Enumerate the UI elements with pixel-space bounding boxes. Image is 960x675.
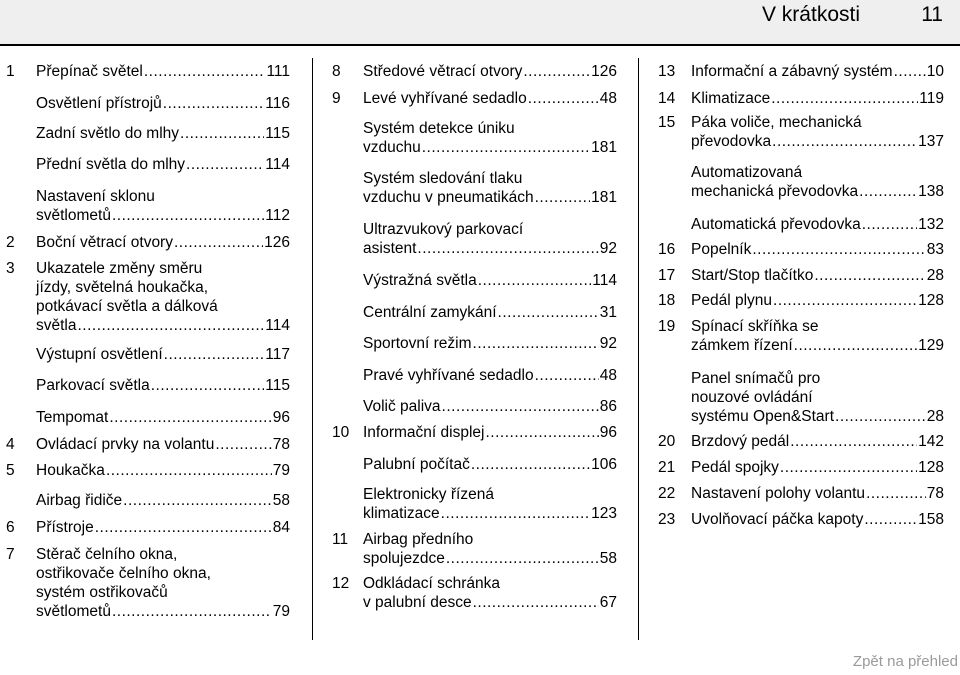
- dot-leader: [780, 458, 917, 477]
- entry-number: 9: [332, 90, 341, 107]
- entry-label: Ukazatele změny směru: [36, 260, 203, 277]
- entry-label: Parkovací světla: [36, 377, 150, 394]
- page-reference[interactable]: 10: [926, 63, 944, 80]
- dot-leader: [535, 188, 591, 207]
- entry-number: 16: [658, 241, 676, 258]
- entry-label: Výstupní osvětlení: [36, 346, 163, 363]
- page-reference[interactable]: 119: [919, 90, 944, 107]
- entry-label: Houkačka: [36, 462, 105, 479]
- page-reference[interactable]: 126: [264, 234, 290, 251]
- entry-label: Informační a zábavný systém: [691, 63, 893, 80]
- column-divider-2: [638, 58, 639, 640]
- dot-leader: [186, 155, 264, 174]
- page-reference[interactable]: 158: [918, 511, 944, 528]
- entry-number: 11: [332, 531, 349, 548]
- dot-leader: [523, 62, 590, 81]
- dot-leader: [528, 89, 599, 108]
- dot-leader: [180, 124, 264, 143]
- dot-leader: [478, 271, 592, 290]
- dot-leader: [144, 62, 266, 81]
- page-reference[interactable]: 128: [918, 292, 944, 309]
- entry-label: Boční větrací otvory: [36, 234, 173, 251]
- page-reference[interactable]: 115: [265, 125, 290, 142]
- dot-leader: [864, 510, 917, 529]
- page-reference[interactable]: 92: [599, 335, 617, 352]
- dot-leader: [95, 518, 272, 537]
- dot-leader: [109, 408, 271, 427]
- entry-label: vzduchu: [363, 139, 421, 156]
- dot-leader: [752, 240, 925, 259]
- entry-label: Volič paliva: [363, 398, 441, 415]
- entry-label: Automatická převodovka: [691, 216, 861, 233]
- dot-leader: [790, 432, 917, 451]
- entry-label: Airbag předního: [363, 531, 474, 548]
- entry-label: Spínací skříňka se: [691, 318, 819, 335]
- entry-number: 14: [658, 90, 676, 107]
- page-reference[interactable]: 48: [599, 367, 617, 384]
- page-reference[interactable]: 28: [926, 267, 944, 284]
- dot-leader: [106, 461, 272, 480]
- page-reference[interactable]: 117: [265, 346, 290, 363]
- entry-number: 6: [6, 519, 15, 536]
- entry-label: Stěrač čelního okna,: [36, 546, 178, 563]
- entry-label: Pedál plynu: [691, 292, 773, 309]
- page-reference[interactable]: 78: [926, 485, 944, 502]
- entry-number: 19: [658, 318, 676, 335]
- page-reference[interactable]: 111: [266, 63, 290, 80]
- dot-leader: [151, 376, 265, 395]
- entry-number: 3: [6, 260, 15, 277]
- entry-number: 21: [658, 459, 676, 476]
- entry-number: 1: [6, 63, 15, 80]
- entry-label: jízdy, světelná houkačka,: [36, 279, 209, 296]
- entry-number: 13: [658, 63, 676, 80]
- dot-leader: [112, 602, 272, 621]
- entry-label: Panel snímačů pro: [691, 370, 821, 387]
- entry-label: Páka voliče, mechanická: [691, 114, 862, 131]
- dot-leader: [442, 397, 599, 416]
- dot-leader: [773, 291, 917, 310]
- dot-leader: [471, 455, 590, 474]
- entry-label: vzduchu v pneumatikách: [363, 189, 534, 206]
- entry-number: 23: [658, 511, 676, 528]
- entry-label: Pedál spojky: [691, 459, 779, 476]
- entry-label: Palubní počítač: [363, 456, 470, 473]
- dot-leader: [163, 94, 265, 113]
- dot-leader: [498, 303, 599, 322]
- page-reference[interactable]: 28: [926, 408, 944, 425]
- entry-label: Výstražná světla: [363, 272, 477, 289]
- dot-leader: [485, 423, 598, 442]
- page-reference[interactable]: 181: [591, 189, 617, 206]
- entry-label: Odkládací schránka: [363, 575, 500, 592]
- entry-label: světla: [36, 317, 77, 334]
- dot-leader: [441, 504, 590, 523]
- entry-number: 18: [658, 292, 676, 309]
- column-3: [658, 0, 944, 675]
- entry-label: Ovládací prvky na volantu: [36, 436, 215, 453]
- dot-leader: [164, 345, 265, 364]
- entry-number: 12: [332, 575, 350, 592]
- entry-label: Airbag řidiče: [36, 492, 123, 509]
- section-title: V krátkosti: [761, 3, 860, 26]
- entry-label: Středové větrací otvory: [363, 63, 523, 80]
- entry-number: 4: [6, 436, 15, 453]
- entry-label: ostřikovače čelního okna,: [36, 565, 211, 582]
- dot-leader: [835, 407, 926, 426]
- page-reference[interactable]: 123: [591, 505, 617, 522]
- page-reference[interactable]: 48: [599, 90, 617, 107]
- page-reference[interactable]: 79: [272, 603, 290, 620]
- page-reference[interactable]: 126: [591, 63, 617, 80]
- entry-label: asistent: [363, 240, 417, 257]
- back-to-overview-link[interactable]: Zpět na přehled: [852, 653, 958, 670]
- dot-leader: [862, 215, 917, 234]
- entry-number: 20: [658, 433, 676, 450]
- entry-number: 8: [332, 63, 341, 80]
- page-reference[interactable]: 115: [265, 377, 290, 394]
- entry-number: 22: [658, 485, 676, 502]
- page-reference[interactable]: 106: [591, 456, 617, 473]
- page-reference[interactable]: 86: [599, 398, 617, 415]
- entry-label: Centrální zamykání: [363, 304, 497, 321]
- entry-label: Přední světla do mlhy: [36, 156, 186, 173]
- entry-number: 10: [332, 424, 350, 441]
- dot-leader: [473, 334, 599, 353]
- entry-label: Systém detekce úniku: [363, 120, 515, 137]
- dot-leader: [772, 132, 917, 151]
- entry-label: světlometů: [36, 603, 111, 620]
- column-divider-1: [312, 58, 313, 640]
- entry-label: Přístroje: [36, 519, 94, 536]
- column-2: [332, 0, 617, 675]
- column-1: [6, 0, 290, 675]
- page-reference[interactable]: 128: [918, 459, 944, 476]
- entry-label: Elektronicky řízená: [363, 486, 494, 503]
- entry-label: Popelník: [691, 241, 752, 258]
- entry-label: spolujezdce: [363, 550, 445, 567]
- page-reference[interactable]: 31: [599, 304, 617, 321]
- dot-leader: [535, 366, 599, 385]
- entry-label: Přepínač světel: [36, 63, 143, 80]
- entry-label: světlometů: [36, 207, 111, 224]
- page-reference[interactable]: 84: [272, 519, 290, 536]
- dot-leader: [123, 491, 272, 510]
- entry-number: 17: [658, 267, 676, 284]
- dot-leader: [112, 206, 264, 225]
- page-reference[interactable]: 114: [265, 317, 290, 334]
- entry-label: Sportovní režim: [363, 335, 472, 352]
- page-reference[interactable]: 116: [265, 95, 290, 112]
- dot-leader: [794, 336, 917, 355]
- dot-leader: [174, 233, 263, 252]
- entry-label: Uvolňovací páčka kapoty: [691, 511, 864, 528]
- dot-leader: [771, 89, 918, 108]
- entry-label: Tempomat: [36, 409, 109, 426]
- page-reference[interactable]: 114: [592, 272, 617, 289]
- page-reference[interactable]: 114: [265, 156, 290, 173]
- page-reference[interactable]: 129: [918, 337, 944, 354]
- entry-label: systému Open&Start: [691, 408, 835, 425]
- page-reference[interactable]: 67: [599, 594, 617, 611]
- page-number: 11: [921, 3, 943, 26]
- page-reference[interactable]: 142: [918, 433, 944, 450]
- page-reference[interactable]: 112: [265, 207, 290, 224]
- dot-leader: [866, 484, 926, 503]
- entry-label: mechanická převodovka: [691, 183, 859, 200]
- dot-leader: [859, 182, 917, 201]
- entry-label: potkávací světla a dálková: [36, 298, 218, 315]
- entry-label: Ultrazvukový parkovací: [363, 221, 524, 238]
- entry-label: Zadní světlo do mlhy: [36, 125, 180, 142]
- page-reference[interactable]: 58: [272, 492, 290, 509]
- entry-label: Osvětlení přístrojů: [36, 95, 162, 112]
- entry-label: zámkem řízení: [691, 337, 793, 354]
- entry-label: Nastavení sklonu: [36, 188, 155, 205]
- entry-label: Brzdový pedál: [691, 433, 790, 450]
- page-reference[interactable]: 78: [272, 436, 290, 453]
- entry-label: Nastavení polohy volantu: [691, 485, 866, 502]
- dot-leader: [473, 593, 599, 612]
- page-reference[interactable]: 58: [599, 550, 617, 567]
- page-reference[interactable]: 79: [272, 462, 290, 479]
- page-reference[interactable]: 92: [599, 240, 617, 257]
- entry-label: Levé vyhřívané sedadlo: [363, 90, 527, 107]
- entry-label: nouzové ovládání: [691, 389, 813, 406]
- dot-leader: [422, 138, 590, 157]
- dot-leader: [215, 435, 271, 454]
- entry-number: 15: [658, 114, 676, 131]
- page-reference[interactable]: 132: [918, 216, 944, 233]
- page-reference[interactable]: 138: [918, 183, 944, 200]
- entry-label: systém ostřikovačů: [36, 584, 168, 601]
- entry-label: Pravé vyhřívané sedadlo: [363, 367, 534, 384]
- entry-label: Automatizovaná: [691, 164, 803, 181]
- entry-number: 2: [6, 234, 15, 251]
- page-reference[interactable]: 181: [591, 139, 617, 156]
- page-reference[interactable]: 96: [272, 409, 290, 426]
- entry-label: převodovka: [691, 133, 772, 150]
- entry-label: Systém sledování tlaku: [363, 170, 523, 187]
- entry-label: Informační displej: [363, 424, 485, 441]
- page-reference[interactable]: 137: [918, 133, 944, 150]
- dot-leader: [814, 266, 925, 285]
- entry-number: 5: [6, 462, 15, 479]
- page-reference[interactable]: 96: [599, 424, 617, 441]
- entry-number: 7: [6, 546, 15, 563]
- dot-leader: [417, 239, 598, 258]
- entry-label: Start/Stop tlačítko: [691, 267, 814, 284]
- entry-label: klimatizace: [363, 505, 440, 522]
- dot-leader: [78, 316, 265, 335]
- entry-label: v palubní desce: [363, 594, 472, 611]
- dot-leader: [446, 549, 599, 568]
- dot-leader: [894, 62, 926, 81]
- page-reference[interactable]: 83: [926, 241, 944, 258]
- entry-label: Klimatizace: [691, 90, 771, 107]
